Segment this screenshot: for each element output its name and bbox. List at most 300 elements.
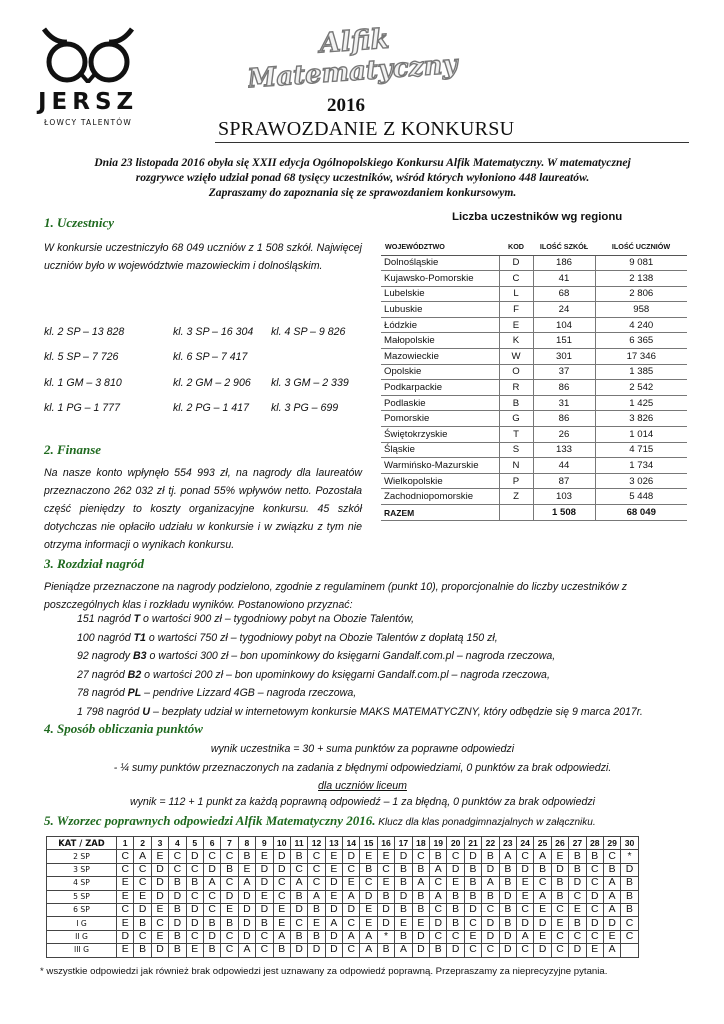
- answer-cell: C: [117, 863, 134, 876]
- answer-cell: E: [360, 903, 377, 916]
- task-number: 19: [430, 837, 447, 850]
- region-name: Podlaskie: [381, 395, 499, 411]
- class-count: kl. 2 GM – 2 906: [173, 377, 251, 389]
- answer-cell: D: [325, 903, 342, 916]
- answer-cell: B: [569, 917, 586, 930]
- section-scoring-heading: 4. Sposób obliczania punktów: [44, 721, 203, 736]
- region-name: Mazowieckie: [381, 349, 499, 365]
- answer-cell: B: [290, 850, 307, 863]
- task-number: 26: [551, 837, 568, 850]
- region-table: [381, 239, 687, 521]
- region-schools: 26: [533, 427, 595, 443]
- answer-cell: A: [412, 877, 429, 890]
- answer-cell: D: [464, 903, 481, 916]
- region-name: Zachodniopomorskie: [381, 489, 499, 505]
- answer-cell: D: [516, 917, 533, 930]
- answer-cell: *: [621, 850, 638, 863]
- region-code: R: [499, 380, 533, 396]
- task-number: 20: [447, 837, 464, 850]
- answer-cell: B: [395, 877, 412, 890]
- region-row: [381, 380, 687, 396]
- answer-cell: A: [482, 877, 499, 890]
- task-number: 13: [325, 837, 342, 850]
- answer-cell: D: [499, 944, 516, 957]
- answer-cell: D: [186, 903, 203, 916]
- answer-cell: D: [586, 917, 603, 930]
- answer-cell: B: [447, 903, 464, 916]
- answer-cell: C: [273, 877, 290, 890]
- region-code: O: [499, 364, 533, 380]
- answer-cell: E: [308, 917, 325, 930]
- answer-cell: E: [343, 877, 360, 890]
- answer-cell: *: [377, 930, 394, 943]
- region-name: Łódzkie: [381, 317, 499, 333]
- scoring-lyceum-formula: wynik = 112 + 1 punkt za każdą poprawną odpowiedź – 1 za błędną, 0 punktów za brak odpowiedzi: [129, 796, 596, 808]
- answer-cell: C: [203, 890, 220, 903]
- answer-cell: B: [308, 930, 325, 943]
- total-schools: 1 508: [533, 505, 595, 521]
- answer-cell: C: [377, 863, 394, 876]
- answer-cell: C: [551, 944, 568, 957]
- class-count: kl. 5 SP – 7 726: [44, 351, 119, 363]
- region-name: Kujawsko-Pomorskie: [381, 271, 499, 287]
- answer-cell: D: [325, 944, 342, 957]
- answer-cell: B: [621, 877, 638, 890]
- answer-key-row: [47, 944, 639, 957]
- answer-cell: D: [203, 863, 220, 876]
- region-row: [381, 317, 687, 333]
- answer-cell: D: [256, 877, 273, 890]
- answer-cell: D: [238, 917, 255, 930]
- task-number: 12: [308, 837, 325, 850]
- answer-cell: D: [290, 903, 307, 916]
- region-row: [381, 458, 687, 474]
- region-students: 2 138: [595, 271, 687, 287]
- region-code: D: [499, 255, 533, 271]
- answer-cell: D: [117, 930, 134, 943]
- region-table-title: Liczba uczestników wg regionu: [452, 211, 623, 223]
- answer-cell: A: [603, 877, 620, 890]
- region-code: W: [499, 349, 533, 365]
- region-name: Lubuskie: [381, 302, 499, 318]
- answer-cell: E: [117, 877, 134, 890]
- answer-cell: B: [534, 863, 551, 876]
- region-name: Śląskie: [381, 442, 499, 458]
- answer-cell: A: [238, 944, 255, 957]
- class-count: kl. 3 SP – 16 304: [173, 326, 254, 338]
- scoring-lyceum-label: dla uczniów liceum: [318, 780, 407, 792]
- task-number: 9: [256, 837, 273, 850]
- answer-cell: B: [569, 863, 586, 876]
- answer-cell: D: [325, 877, 342, 890]
- prize-item: 1 798 nagród U – bezpłaty udział w internetowym konkursie MAKS MATEMATYCZNY, który odbędzie się 9 marca 2017r.: [77, 705, 643, 718]
- region-students: 1 425: [595, 395, 687, 411]
- answer-cell: A: [430, 863, 447, 876]
- answer-key-header: [47, 837, 639, 850]
- answer-cell: D: [377, 903, 394, 916]
- region-code: N: [499, 458, 533, 474]
- answer-cell: B: [169, 877, 186, 890]
- category-label: I G: [47, 917, 117, 930]
- answer-cell: D: [256, 903, 273, 916]
- answer-cell: B: [412, 903, 429, 916]
- region-students: 3 826: [595, 411, 687, 427]
- answer-cell: D: [186, 917, 203, 930]
- answer-cell: B: [360, 863, 377, 876]
- answer-cell: D: [343, 850, 360, 863]
- region-schools: 86: [533, 411, 595, 427]
- answer-cell: C: [621, 917, 638, 930]
- answer-cell: A: [238, 877, 255, 890]
- class-count: kl. 1 GM – 3 810: [44, 377, 122, 389]
- class-count: kl. 6 SP – 7 417: [173, 351, 248, 363]
- finance-text: Na nasze konto wpłynęło 554 993 zł, na nagrody dla laureatów przeznaczono 262 032 zł tj. ponad 55% wpływów netto. Pozostała część pieniędzy to koszty organizacyjne konkursu. 45 szkół dotychczas nie opłaciło udziału w konkursie i w związku z tym nie otrzyma informacji o wynikach konkursu.: [44, 467, 362, 551]
- answer-cell: E: [186, 944, 203, 957]
- answer-cell: D: [621, 863, 638, 876]
- region-students: 1 385: [595, 364, 687, 380]
- answer-cell: A: [325, 917, 342, 930]
- answer-cell: C: [256, 930, 273, 943]
- answer-cell: B: [430, 944, 447, 957]
- answer-cell: C: [203, 850, 220, 863]
- answer-cell: B: [569, 850, 586, 863]
- answer-cell: B: [395, 930, 412, 943]
- region-name: Opolskie: [381, 364, 499, 380]
- answer-cell: C: [308, 877, 325, 890]
- answer-cell: C: [482, 944, 499, 957]
- class-count: kl. 2 PG – 1 417: [173, 402, 249, 414]
- answer-cell: C: [186, 863, 203, 876]
- region-students: 2 806: [595, 286, 687, 302]
- task-number: 29: [603, 837, 620, 850]
- task-number: 5: [186, 837, 203, 850]
- answer-cell: D: [586, 890, 603, 903]
- region-row: [381, 302, 687, 318]
- footnote: * wszystkie odpowiedzi jak również brak odpowiedzi jest uznawany za odpowiedź poprawną. Przepraszamy za nieprecyzyjne pytania.: [40, 966, 608, 977]
- answer-cell: B: [464, 877, 481, 890]
- region-row: [381, 489, 687, 505]
- answer-cell: D: [325, 930, 342, 943]
- class-count: kl. 4 SP – 9 826: [271, 326, 346, 338]
- prizes-intro: Pieniądze przeznaczone na nagrody podzielono, zgodnie z regulaminem (punkt 10), proporcjonalnie do liczby uczestników z poszczególnych klas i rozkładu wyników. Postanowiono przyznać:: [44, 581, 627, 611]
- answer-cell: B: [586, 850, 603, 863]
- answer-cell: C: [516, 850, 533, 863]
- task-number: 15: [360, 837, 377, 850]
- alfik-logo-line2: Matematyczny: [248, 49, 459, 88]
- intro-paragraph: [40, 155, 685, 200]
- answer-cell: E: [256, 850, 273, 863]
- answer-cell: D: [499, 890, 516, 903]
- region-name: Podkarpackie: [381, 380, 499, 396]
- answer-key-corner: KAT / ZAD: [47, 837, 117, 850]
- column-header: WOJEWÓDZTWO: [381, 239, 499, 255]
- region-row: [381, 286, 687, 302]
- region-code: L: [499, 286, 533, 302]
- answer-cell: B: [134, 944, 151, 957]
- section-participants-heading: 1. Uczestnicy: [44, 215, 115, 230]
- category-label: III G: [47, 944, 117, 957]
- answer-cell: B: [499, 877, 516, 890]
- answer-cell: B: [377, 944, 394, 957]
- region-students: 4 240: [595, 317, 687, 333]
- answer-cell: C: [221, 930, 238, 943]
- answer-cell: B: [551, 890, 568, 903]
- answer-key-row: [47, 917, 639, 930]
- answer-cell: C: [586, 930, 603, 943]
- answer-cell: D: [551, 863, 568, 876]
- answer-cell: E: [117, 890, 134, 903]
- intro-line: Dnia 23 listopada 2016 obyła się XXII edycja Ogólnopolskiego Konkursu Alfik Matematyczny. W matematycznej: [94, 156, 631, 169]
- category-label: 4 SP: [47, 877, 117, 890]
- answer-cell: D: [534, 944, 551, 957]
- answer-cell: A: [603, 903, 620, 916]
- answer-key-row: [47, 877, 639, 890]
- category-label: 5 SP: [47, 890, 117, 903]
- answer-cell: C: [169, 863, 186, 876]
- participants-text: W konkursie uczestniczyło 68 049 uczniów z 1 508 szkół. Najwięcej uczniów było w województwie mazowieckim i dolnośląskim.: [44, 242, 362, 272]
- task-number: 3: [151, 837, 168, 850]
- answer-cell: E: [551, 850, 568, 863]
- answer-cell: A: [203, 877, 220, 890]
- answer-cell: B: [395, 863, 412, 876]
- region-schools: 31: [533, 395, 595, 411]
- answer-cell: C: [430, 877, 447, 890]
- answer-cell: C: [569, 930, 586, 943]
- answer-cell: A: [534, 850, 551, 863]
- answer-cell: E: [117, 917, 134, 930]
- answer-cell: E: [151, 903, 168, 916]
- answer-cell: D: [430, 917, 447, 930]
- answer-cell: E: [325, 890, 342, 903]
- answer-cell: B: [308, 903, 325, 916]
- region-schools: 186: [533, 255, 595, 271]
- brand-tagline: ŁOWCY TALENTÓW: [44, 118, 132, 127]
- task-number: 23: [499, 837, 516, 850]
- region-students: 5 448: [595, 489, 687, 505]
- answer-cell: C: [343, 944, 360, 957]
- region-schools: 37: [533, 364, 595, 380]
- answers-subheading: Klucz dla klas ponadgimnazjalnych w załączniku.: [375, 817, 596, 828]
- region-row: [381, 333, 687, 349]
- answer-cell: B: [203, 917, 220, 930]
- answer-cell: B: [290, 890, 307, 903]
- answer-cell: A: [360, 944, 377, 957]
- answer-cell: D: [482, 863, 499, 876]
- category-label: 3 SP: [47, 863, 117, 876]
- answer-cell: A: [343, 930, 360, 943]
- task-number: 22: [482, 837, 499, 850]
- region-table-header: [381, 239, 687, 255]
- answer-cell: C: [290, 863, 307, 876]
- region-name: Pomorskie: [381, 411, 499, 427]
- prize-item: 78 nagród PL – pendrive Lizzard 4GB – nagroda rzeczowa,: [77, 687, 357, 700]
- answer-cell: B: [221, 917, 238, 930]
- answer-cell: E: [134, 890, 151, 903]
- answer-cell: E: [238, 863, 255, 876]
- answer-cell: D: [516, 863, 533, 876]
- answer-cell: C: [221, 877, 238, 890]
- prize-item: 27 nagród B2 o wartości 200 zł – bon upominkowy do księgarni Gandalf.com.pl – nagroda rzeczowa,: [77, 668, 550, 681]
- answer-cell: D: [308, 944, 325, 957]
- region-schools: 301: [533, 349, 595, 365]
- answer-cell: E: [151, 850, 168, 863]
- answer-cell: B: [290, 930, 307, 943]
- answer-cell: C: [308, 850, 325, 863]
- brand-name: JERSZ: [38, 89, 139, 115]
- task-number: 1: [117, 837, 134, 850]
- answer-cell: C: [117, 903, 134, 916]
- scoring-formula: wynik uczestnika = 30 + suma punktów za poprawne odpowiedzi: [210, 743, 515, 755]
- answer-cell: D: [273, 863, 290, 876]
- answer-cell: C: [551, 930, 568, 943]
- task-number: 27: [569, 837, 586, 850]
- class-count: kl. 3 PG – 699: [271, 402, 339, 414]
- answer-cell: B: [447, 890, 464, 903]
- answer-cell: B: [412, 890, 429, 903]
- answer-cell: E: [447, 877, 464, 890]
- answer-cell: E: [325, 863, 342, 876]
- scoring-penalty: - ¼ sumy punktów przeznaczonych na zadania z błędnymi odpowiedziami, 0 punktów za brak odpowiedzi.: [113, 762, 612, 774]
- answer-cell: B: [430, 850, 447, 863]
- answer-cell: A: [516, 930, 533, 943]
- region-students: 4 715: [595, 442, 687, 458]
- answer-cell: A: [308, 890, 325, 903]
- answer-cell: E: [586, 944, 603, 957]
- answer-cell: C: [586, 863, 603, 876]
- report-title: SPRAWOZDANIE Z KONKURSU: [218, 118, 515, 140]
- task-number: 16: [377, 837, 394, 850]
- region-schools: 24: [533, 302, 595, 318]
- answer-cell: D: [569, 877, 586, 890]
- answer-cell: D: [134, 903, 151, 916]
- answer-cell: B: [621, 903, 638, 916]
- answer-cell: B: [395, 903, 412, 916]
- class-count: kl. 2 SP – 13 828: [44, 326, 125, 338]
- answer-cell: A: [360, 930, 377, 943]
- answer-cell: E: [516, 890, 533, 903]
- region-row: [381, 349, 687, 365]
- answer-cell: D: [569, 944, 586, 957]
- total-label: RAZEM: [381, 505, 499, 521]
- answer-key-row: [47, 890, 639, 903]
- answer-cell: B: [621, 890, 638, 903]
- answer-cell: D: [447, 944, 464, 957]
- answer-cell: C: [516, 903, 533, 916]
- answer-cell: E: [395, 917, 412, 930]
- answer-cell: C: [586, 903, 603, 916]
- answer-cell: A: [534, 890, 551, 903]
- answer-cell: E: [256, 890, 273, 903]
- answer-cell: E: [534, 930, 551, 943]
- category-label: II G: [47, 930, 117, 943]
- answer-cell: B: [221, 863, 238, 876]
- region-name: Małopolskie: [381, 333, 499, 349]
- task-number: 24: [516, 837, 533, 850]
- answer-cell: C: [603, 850, 620, 863]
- answer-cell: E: [221, 903, 238, 916]
- answer-cell: A: [273, 930, 290, 943]
- answer-cell: D: [169, 917, 186, 930]
- answer-cell: C: [134, 930, 151, 943]
- answer-cell: B: [499, 863, 516, 876]
- answer-cell: D: [412, 930, 429, 943]
- answer-cell: B: [134, 917, 151, 930]
- answer-cell: E: [464, 930, 481, 943]
- region-schools: 87: [533, 473, 595, 489]
- answer-cell: B: [464, 890, 481, 903]
- region-code: Z: [499, 489, 533, 505]
- answer-cell: E: [377, 850, 394, 863]
- region-row: [381, 473, 687, 489]
- region-students: 2 542: [595, 380, 687, 396]
- answer-cell: C: [464, 944, 481, 957]
- region-code: K: [499, 333, 533, 349]
- answer-cell: D: [534, 917, 551, 930]
- region-code: E: [499, 317, 533, 333]
- answer-key-row: [47, 863, 639, 876]
- answer-cell: E: [377, 877, 394, 890]
- answer-cell: B: [447, 917, 464, 930]
- answer-cell: E: [360, 850, 377, 863]
- region-row: [381, 395, 687, 411]
- answer-cell: B: [273, 944, 290, 957]
- section-prizes-heading: 3. Rozdział nagród: [44, 556, 145, 571]
- region-row: [381, 271, 687, 287]
- answer-cell: C: [186, 930, 203, 943]
- region-row: [381, 364, 687, 380]
- task-number: 10: [273, 837, 290, 850]
- answer-cell: C: [551, 903, 568, 916]
- answer-cell: E: [273, 903, 290, 916]
- answer-cell: D: [377, 917, 394, 930]
- answer-cell: C: [412, 850, 429, 863]
- owl-eyes-icon: [38, 27, 138, 83]
- answer-cell: D: [151, 877, 168, 890]
- answer-cell: D: [395, 890, 412, 903]
- region-code: P: [499, 473, 533, 489]
- region-students: 1 734: [595, 458, 687, 474]
- answer-key-table: [46, 836, 639, 958]
- task-number: 14: [343, 837, 360, 850]
- answer-cell: C: [343, 863, 360, 876]
- jersz-logo: [38, 27, 138, 127]
- answer-cell: C: [464, 917, 481, 930]
- answer-cell: C: [430, 930, 447, 943]
- region-students: 1 014: [595, 427, 687, 443]
- prize-item: 92 nagrody B3 o wartości 300 zł – bon upominkowy do księgarni Gandalf.com.pl – nagroda rzeczowa,: [77, 650, 556, 663]
- answer-cell: B: [203, 944, 220, 957]
- answer-cell: C: [534, 877, 551, 890]
- task-number: 6: [203, 837, 220, 850]
- answer-cell: B: [603, 863, 620, 876]
- answer-cell: B: [499, 917, 516, 930]
- region-code: S: [499, 442, 533, 458]
- class-count: kl. 3 GM – 2 339: [271, 377, 349, 389]
- total-code: [499, 505, 533, 521]
- answer-cell: B: [464, 863, 481, 876]
- region-code: T: [499, 427, 533, 443]
- region-code: B: [499, 395, 533, 411]
- region-schools: 151: [533, 333, 595, 349]
- answer-cell: C: [117, 850, 134, 863]
- answer-cell: E: [273, 917, 290, 930]
- title-divider: [215, 142, 689, 143]
- task-number: 8: [238, 837, 255, 850]
- region-name: Wielkopolskie: [381, 473, 499, 489]
- task-number: 28: [586, 837, 603, 850]
- answer-cell: B: [256, 917, 273, 930]
- answer-cell: E: [412, 917, 429, 930]
